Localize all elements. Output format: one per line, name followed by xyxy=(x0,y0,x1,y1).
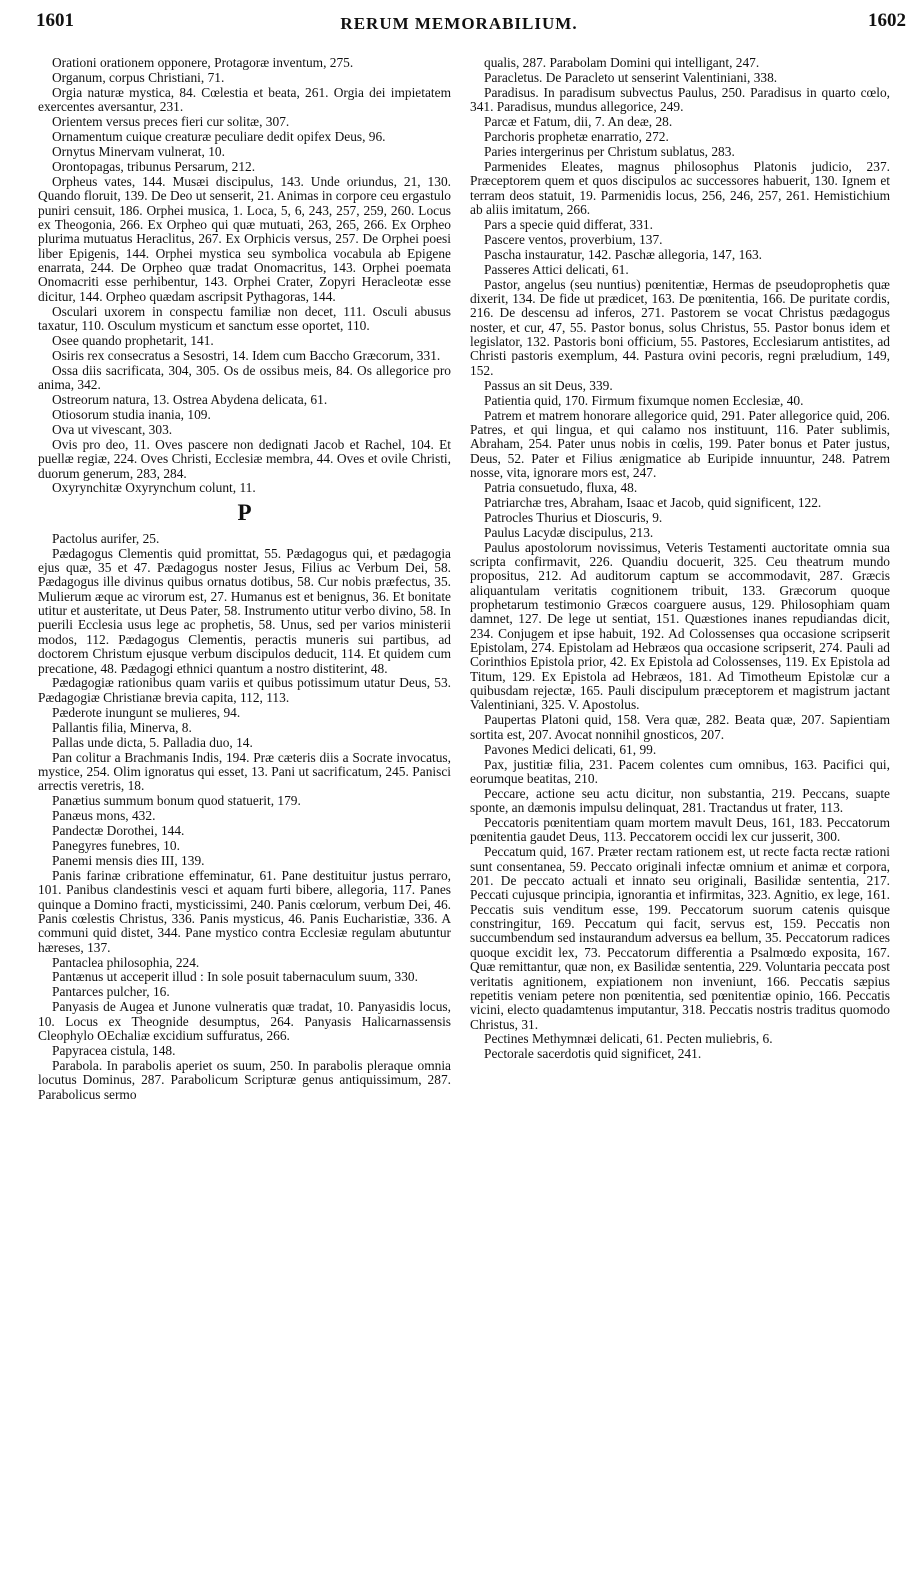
index-entry: Patientia quid, 170. Firmum fixumque nomen Ecclesiæ, 40. xyxy=(484,392,804,408)
index-entry: Passus an sit Deus, 339. xyxy=(484,377,613,393)
index-entry: Oxyrynchitæ Oxyrynchum colunt, 11. xyxy=(52,480,256,496)
index-entry: Otiosorum studia inania, 109. xyxy=(52,406,211,422)
index-entry: Pactolus aurifer, 25. xyxy=(52,530,160,546)
index-entry: Ova ut vivescant, 303. xyxy=(52,421,173,437)
index-entry: Pectorale sacerdotis quid significet, 241. xyxy=(484,1046,702,1062)
index-entry: Peccare, actione seu actu dicitur, non substantia, 219. Peccans, suapte sponte, an dæmonis impulsu delinquat, 281. Tractandus ut frater, 113. xyxy=(470,785,890,816)
index-entry: Peccatoris pœnitentiam quam mortem mavult Deus, 161, 183. Peccatorum pœnitentia gaudet Deus, 113. Peccatorem occidi lex cur jusserit, 300. xyxy=(470,815,890,845)
index-entry: Pandectæ Dorothei, 144. xyxy=(52,823,185,839)
index-entry: Ostreorum natura, 13. Ostrea Abydena delicata, 61. xyxy=(52,392,328,408)
index-entry: Pædagogus Clementis quid promittat, 55. Pædagogus qui, et pædagogia ejus quæ, 35 et 47. Pædagogus noster Jesus, Filius ac Verbum Dei, 58. Pædagogus ille divinus quibus ornatus dotibus, 58. Cur nobis præfectus, 35. Mulierum æque ac virorum est, 27. Humanus est et benignus, 36. Et bonitate utitur et austeritate, ut Deus Pater, 58. Instrumento utitur verbo divino, 58. In puerili Ecclesia usus lege ac prophetis, 58. Unus, sed per varios ministerii modos, 112. Pædagogus Clementis, peractis muneris sui partibus, ad doctorem Christum ejusque verbum discipulos deducit, 114. Et quidem cum precatione, 48. Pædagogi ethnici quantum a nostro distiterint, 48. xyxy=(38,545,451,676)
index-entry: Panegyres funebres, 10. xyxy=(52,837,180,853)
index-entry: Patriarchæ tres, Abraham, Isaac et Jacob, quid significent, 122. xyxy=(484,494,822,510)
entries-p-section xyxy=(38,532,451,1102)
left-page-number: 1601 xyxy=(36,10,74,31)
index-entry: Paulus apostolorum novissimus, Veteris Testamenti auctoritate omnia sua scripta confirmavit, 226. Quandiu docuerit, 325. Ceu theatrum mundo propositus, 212. Ad auditorum captum se accommodavit, 287. Græcis aliquantulam veritatis cognitionem tribuit, 133. Græcorum quoque prophetarum testimonio Græcos coarguere ausus, 129. Philosophiam quam damnet, 127. De lege ut sentiat, 151. Quæstiones inanes repudiandas dicit, 234. Conjugem et ipse habuit, 192. Ad Colossenses qua occasione scripserit Epistolam, 274. Epistolam ad Hebræos qua occasione scripserit, 274. Pauli ad Corinthios Epistola prior, 42. Ex Epistola ad Colossenses, 119. Ex Epistola ad Titum, 129. Ex Epistola ad Hebræos, 181. Ad Timotheum Epistolæ cur a quibusdam rejectæ, 165. Pauli discipulum præceptorem et magistrum jactant Valentiniani, 325. V. Apostolus. xyxy=(470,539,890,713)
index-entry: Pascere ventos, proverbium, 137. xyxy=(484,231,663,247)
index-entry: Pan colitur a Brachmanis Indis, 194. Præ cæteris diis a Socrate invocatus, mystice, 254. Olim ignoratus qui esset, 13. Pani ut sacrificatum, 245. Panisci arrectis veretris, 18. xyxy=(38,749,451,794)
index-entry: Ossa diis sacrificata, 304, 305. Os de ossibus meis, 84. Os allegorice pro anima, 342. xyxy=(38,362,451,393)
index-entry: Pallantis filia, Minerva, 8. xyxy=(52,719,192,735)
right-page-number: 1602 xyxy=(868,10,906,31)
index-entry: Pastor, angelus (seu nuntius) pœnitentiæ, Hermas de pseudoprophetis quæ dixerit, 134. De fide ut prædicet, 163. De pœnitentia, 166. De puritate cordis, 216. De descensu ad inferos, 271. Pastorem se vocat Christus pædagogus noster, et cur, 47, 55. Pastor bonus, solus Christus, 55. Pastor bonus idem et legislator, 132. Pastoris boni officium, 55. Pastores, Ecclesiarum antistites, ad Christi pastoris exemplum, 44. Pastura ovini pecoris, regni præludium, 149, 152. xyxy=(470,276,890,378)
index-entry: Panemi mensis dies III, 139. xyxy=(52,852,205,868)
index-entry: Orgia naturæ mystica, 84. Cœlestia et beata, 261. Orgia dei impietatem exercentes aversantur, 231. xyxy=(38,84,451,115)
index-entry: Peccatum quid, 167. Præter rectam rationem est, ut recte facta rectæ rationi sunt consentanea, 59. Peccato originali infectæ omnium et animæ et corpora, 201. De peccato actuali et innato seu originali, Basilidæ sententia, 217. Peccati cujusque principia, ignorantia et infirmitas, 323. Agnitio, ex lege, 161. Peccatis suis venditum esse, 199. Peccatorum suorum catenis quisque constringitur, 169. Peccatum qui facit, servus est, 159. Peccatis non succumbendum sed instaurandum adversus ea bellum, 35. Peccatorum radices quoque excidit lex, 73. Peccatorum differentia a Psalmœdo exposita, 167. Quæ remittantur, quæ non, ex Basilidæ sententia, 229. Voluntaria peccata post veritatis agnitionem, expiationem non inveniunt, 166. Peccatis sæpius repetitis veniam petere non pœnitentia, sed pœnitentiæ opinio, 166. Peccatis vicini, electo quadamtenus imputantur, 318. Peccatis nostris traditus quomodo Christus, 31. xyxy=(470,844,890,1032)
right-column xyxy=(470,56,890,1062)
left-column xyxy=(38,56,451,1103)
running-title: RERUM MEMORABILIUM. xyxy=(340,14,578,33)
index-entry: Parcæ et Fatum, dii, 7. An deæ, 28. xyxy=(484,114,673,130)
index-entry: Pantænus ut acceperit illud : In sole posuit tabernaculum suum, 330. xyxy=(52,969,418,985)
index-entry: Orationi orationem opponere, Protagoræ inventum, 275. xyxy=(52,55,354,70)
index-entry: Osculari uxorem in conspectu familiæ non decet, 111. Osculi abusus taxatur, 110. Osculum mysticum et sanctum esse oportet, 110. xyxy=(38,303,451,333)
index-entry: Paulus Lacydæ discipulus, 213. xyxy=(484,524,654,540)
index-entry: Orpheus vates, 144. Musæi discipulus, 143. Unde oriundus, 21, 130. Quando floruit, 139. De Deo ut senserit, 21. Animas in corpore ceu ergastulo puniri censuit, 186. Orphei musica, 1. Loca, 5, 6, 243, 257, 259, 260. Locus ex Theogonia, 266. Ex Orpheo qui quæ mutuati, 263, 265, 266. Ex Orpheo plurima mutuatus Heraclitus, 267. Ex Orphicis versus, 257. De Orphei poesi liber Epigenis, 144. Orphei mystica seu symbolica vocabula ab Epigene enarrata, 244. De Orpheo quæ tradat Onomacritus, 143. Orphei poemata Onomacriti esse perhibentur, 143. Orphei Crater, Zopyri Heracleotæ esse dicitur, 144. Orpheo quædam ascripsit Pythagoras, 144. xyxy=(38,173,451,304)
index-entry: Ornytus Minervam vulnerat, 10. xyxy=(52,144,225,160)
entries-p-continued xyxy=(470,56,890,1062)
index-entry: Papyracea cistula, 148. xyxy=(52,1042,176,1058)
index-entry: Pallas unde dicta, 5. Palladia duo, 14. xyxy=(52,734,253,750)
index-entry: Passeres Attici delicati, 61. xyxy=(484,261,629,277)
index-entry: Pædagogiæ rationibus quam variis et quibus potissimum utatur Deus, 53. Pædagogiæ Christianæ brevia capita, 112, 113. xyxy=(38,675,451,705)
index-entry: Pavones Medici delicati, 61, 99. xyxy=(484,741,657,757)
index-entry: Osiris rex consecratus a Sesostri, 14. Idem cum Baccho Græcorum, 331. xyxy=(52,347,441,363)
index-entry: Paries intergerinus per Christum sublatus, 283. xyxy=(484,144,735,160)
index-entry: Pantarces pulcher, 16. xyxy=(52,984,170,1000)
index-entry: Panæus mons, 432. xyxy=(52,808,156,824)
section-letter: P xyxy=(237,499,252,525)
index-entry: Pax, justitiæ filia, 231. Pacem colentes cum omnibus, 163. Pacifici qui, eorumque beatitas, 210. xyxy=(470,756,890,786)
index-entry: Paupertas Platoni quid, 158. Vera quæ, 282. Beata quæ, 207. Sapientiam sortita est, 207. Avocat nonnihil gnosticos, 207. xyxy=(470,712,890,742)
index-entry: Paradisus. In paradisum subvectus Paulus, 250. Paradisus in quarto cœlo, 341. Paradisus, mundus allegorice, 249. xyxy=(470,84,890,115)
index-entry: Organum, corpus Christiani, 71. xyxy=(52,69,225,85)
index-entry: Paracletus. De Paracleto ut senserint Valentiniani, 338. xyxy=(484,69,778,85)
index-entry: Parchoris prophetæ enarratio, 272. xyxy=(484,129,669,145)
index-entry: qualis, 287. Parabolam Domini qui intelligant, 247. xyxy=(484,55,760,70)
index-entry: Pars a specie quid differat, 331. xyxy=(484,216,653,232)
index-entry: Panis farinæ cribratione effeminatur, 61. Pane destituitur justus perraro, 101. Panibus clandestinis vesci et aquam furti bibere, allegoria, 117. Panes quinque a Domino fracti, mysticissimi, 240. Panis cœlorum, verbum Dei, 46. Panis cœlestis Christus, 336. Panis mysticus, 46. Panis Eucharistiæ, 336. A communi quid distet, 344. Pane mystico contra Ecclesiæ regulam abutuntur hæreses, 137. xyxy=(38,867,451,955)
entries-o-section xyxy=(38,56,451,496)
index-entry: Orontopagas, tribunus Persarum, 212. xyxy=(52,158,256,174)
index-entry: Pantaclea philosophia, 224. xyxy=(52,954,200,970)
index-entry: Patrocles Thurius et Dioscuris, 9. xyxy=(484,509,663,525)
index-entry: Pæderote inungunt se mulieres, 94. xyxy=(52,704,241,720)
index-entry: Ornamentum cuique creaturæ peculiare dedit opifex Deus, 96. xyxy=(52,129,386,145)
index-entry: Pascha instauratur, 142. Paschæ allegoria, 147, 163. xyxy=(484,246,763,262)
index-entry: Patrem et matrem honorare allegorice quid, 291. Pater allegorice quid, 206. Patres, et qui lingua, et qui calamo nos instituunt, 116. Pater sublimis, Abraham, 254. Pater unus nobis in cœlis, 199. Pater bonus et Pater justus, Deus, 52. Pater et Filius ænigmatice ab Euripide innuuntur, 248. Patrem nosse, vita, ignorare mors est, 247. xyxy=(470,407,890,480)
index-entry: Pectines Methymnæi delicati, 61. Pecten muliebris, 6. xyxy=(484,1031,773,1047)
index-entry: Parabola. In parabolis aperiet os suum, 250. In parabolis pleraque omnia locutus Dominus, 287. Parabolicum Scripturæ genus antiquissimum, 287. Parabolicus sermo xyxy=(38,1057,451,1102)
index-entry: Panyasis de Augea et Junone vulneratis quæ tradat, 10. Panyasidis locus, 10. Locus ex Theognide desumptus, 264. Panyasis Halicarnassensis Cleophylo OEchaliæ excidium suffuratus, 266. xyxy=(38,999,451,1043)
index-entry: Ovis pro deo, 11. Oves pascere non dedignati Jacob et Rachel, 104. Et puellæ regiæ, 224. Oves Christi, Ecclesiæ membra, 44. Oves et ovile Christi, duorum generum, 283, 284. xyxy=(38,436,451,481)
index-entry: Parmenides Eleates, magnus philosophus Platonis judicio, 237. Præceptorem quem et quos discipulos ac successores habuerit, 130. Ignem et terram deos statuit, 19. Parmenidis locus, 256, 246, 257, 261. Hemistichium ab aliis imitatum, 266. xyxy=(470,158,890,217)
index-entry: Patria consuetudo, fluxa, 48. xyxy=(484,479,638,495)
index-entry: Orientem versus preces fieri cur solitæ, 307. xyxy=(52,114,290,130)
index-entry: Osee quando prophetarit, 141. xyxy=(52,332,214,348)
index-entry: Panætius summum bonum quod statuerit, 179. xyxy=(52,793,301,809)
